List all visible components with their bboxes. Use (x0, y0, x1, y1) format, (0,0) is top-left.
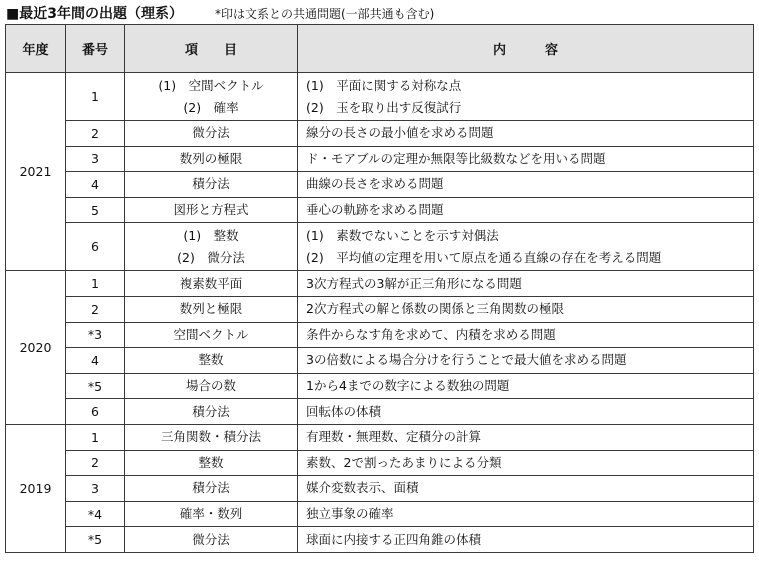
content-cell (298, 527, 754, 553)
table-row (6, 527, 754, 553)
content-cell (298, 197, 754, 223)
content-text: (1) 素数でないことを示す対偶法 (306, 227, 499, 243)
topic-cell (125, 501, 298, 527)
content-text: 条件からなす角を求めて、内積を求める問題 (306, 326, 556, 342)
question-number-cell: *5 (66, 373, 125, 399)
question-number-cell: 6 (66, 399, 125, 425)
topic-text: 微分法 (192, 125, 230, 141)
table-row (6, 322, 754, 348)
table-row (6, 172, 754, 198)
topic-cell (125, 476, 298, 502)
table-row (6, 424, 754, 450)
topic-cell (125, 73, 298, 121)
content-text: 回転体の体積 (306, 403, 382, 419)
year-cell: 2019 (6, 424, 66, 552)
question-number-cell: 1 (66, 271, 125, 297)
table-row (6, 197, 754, 223)
question-number-cell: *4 (66, 501, 125, 527)
table-row (6, 399, 754, 425)
content-cell (298, 146, 754, 172)
topic-text: (2) 確率 (183, 99, 239, 115)
content-cell (298, 223, 754, 271)
question-number-cell: 6 (66, 223, 125, 271)
content-cell (298, 73, 754, 121)
topic-text: 場合の数 (185, 378, 236, 394)
table-row (6, 476, 754, 502)
table-row (6, 373, 754, 399)
content-text: 独立事象の確率 (306, 506, 394, 522)
page-heading (6, 3, 756, 23)
topic-cell (125, 197, 298, 223)
question-number-cell: 1 (66, 73, 125, 121)
topic-text: (2) 微分法 (177, 249, 245, 265)
content-text: 有理数・無理数、定積分の計算 (306, 429, 482, 445)
topic-cell (125, 121, 298, 147)
question-number-cell: 4 (66, 172, 125, 198)
content-cell (298, 296, 754, 322)
topic-text: 数列の極限 (179, 150, 243, 166)
table-row (6, 223, 754, 271)
header-number: 番号 (66, 25, 125, 73)
header-topic: 項 目 (125, 25, 298, 73)
header-year: 年度 (6, 25, 66, 73)
content-text: 線分の長さの最小値を求める問題 (306, 125, 494, 141)
topic-text: 微分法 (192, 531, 230, 547)
question-number-cell: 4 (66, 348, 125, 374)
topic-cell (125, 424, 298, 450)
table-row (6, 271, 754, 297)
content-cell (298, 450, 754, 476)
topic-text: 整数 (198, 454, 224, 470)
question-number-cell: 3 (66, 476, 125, 502)
content-cell (298, 424, 754, 450)
topic-cell (125, 527, 298, 553)
topic-text: 三角関数・積分法 (160, 429, 261, 445)
table-body (6, 73, 754, 553)
topic-text: 図形と方程式 (173, 202, 249, 218)
year-cell: 2020 (6, 271, 66, 425)
content-cell (298, 271, 754, 297)
question-number-cell: 1 (66, 424, 125, 450)
question-number-cell: *3 (66, 322, 125, 348)
topic-text: 整数 (198, 352, 224, 368)
content-text: 曲線の長さを求める問題 (306, 176, 444, 192)
topic-text: 空間ベクトル (173, 326, 249, 342)
exam-questions-table (5, 24, 754, 553)
topic-text: (1) 整数 (183, 227, 239, 243)
topic-cell (125, 373, 298, 399)
topic-cell (125, 399, 298, 425)
table-row (6, 501, 754, 527)
topic-cell (125, 450, 298, 476)
question-number-cell: 2 (66, 296, 125, 322)
topic-cell (125, 348, 298, 374)
content-cell (298, 172, 754, 198)
question-number-cell: *5 (66, 527, 125, 553)
content-cell (298, 121, 754, 147)
content-cell (298, 322, 754, 348)
table-row (6, 121, 754, 147)
table-row (6, 348, 754, 374)
content-text: (2) 平均値の定理を用いて原点を通る直線の存在を考える問題 (306, 249, 662, 265)
question-number-cell: 2 (66, 450, 125, 476)
content-cell (298, 476, 754, 502)
year-cell: 2021 (6, 73, 66, 271)
page-title: ■最近3年間の出題（理系） (6, 6, 183, 22)
content-text: (2) 玉を取り出す反復試行 (306, 99, 462, 115)
content-cell (298, 373, 754, 399)
topic-text: 積分法 (192, 403, 230, 419)
topic-text: 数列と極限 (179, 301, 243, 317)
content-text: 1から4までの数字による数独の問題 (306, 378, 510, 394)
question-number-cell: 3 (66, 146, 125, 172)
topic-text: (1) 空間ベクトル (158, 77, 264, 93)
content-text: 垂心の軌跡を求める問題 (306, 202, 444, 218)
content-cell (298, 348, 754, 374)
topic-text: 積分法 (192, 480, 230, 496)
table-header-row (6, 25, 754, 73)
table-row (6, 450, 754, 476)
topic-text: 確率・数列 (179, 506, 243, 522)
content-text: 媒介変数表示、面積 (306, 480, 419, 496)
topic-cell (125, 172, 298, 198)
content-text: ド・モアブルの定理か無限等比級数などを用いる問題 (306, 150, 606, 166)
topic-cell (125, 271, 298, 297)
content-cell (298, 399, 754, 425)
question-number-cell: 5 (66, 197, 125, 223)
content-text: 素数、2で割ったあまりによる分類 (306, 454, 502, 470)
content-cell (298, 501, 754, 527)
topic-cell (125, 296, 298, 322)
topic-cell (125, 223, 298, 271)
content-text: (1) 平面に関する対称な点 (306, 77, 462, 93)
content-text: 3の倍数による場合分けを行うことで最大値を求める問題 (306, 352, 627, 368)
topic-cell (125, 146, 298, 172)
header-content: 内 容 (298, 25, 754, 73)
table-row (6, 146, 754, 172)
topic-text: 積分法 (192, 176, 230, 192)
table-row (6, 73, 754, 121)
content-text: 3次方程式の3解が正三角形になる問題 (306, 275, 522, 291)
question-number-cell: 2 (66, 121, 125, 147)
common-problem-note: *印は文系との共通問題(一部共通も含む) (214, 6, 435, 21)
topic-cell (125, 322, 298, 348)
content-text: 球面に内接する正四角錐の体積 (306, 531, 482, 547)
table-row (6, 296, 754, 322)
topic-text: 複素数平面 (179, 275, 243, 291)
content-text: 2次方程式の解と係数の関係と三角関数の極限 (306, 301, 564, 317)
